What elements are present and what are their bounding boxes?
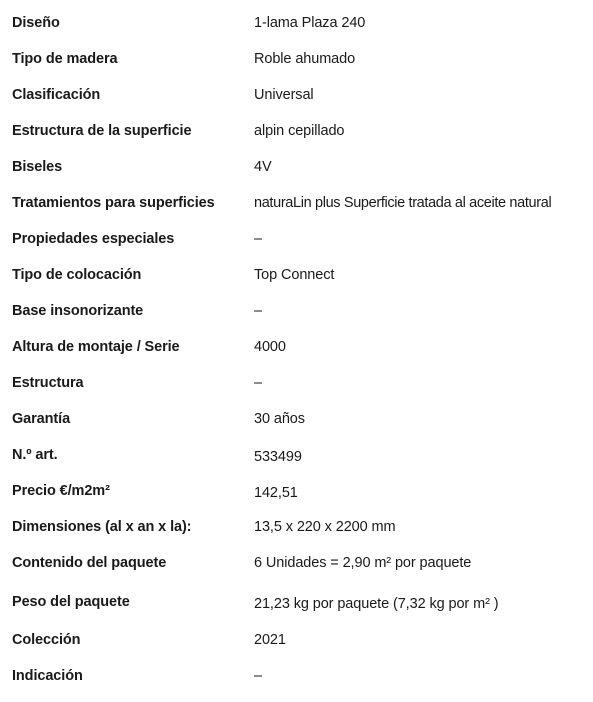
spec-label: Contenido del paquete: [12, 555, 167, 571]
spec-row-underlay: [0, 294, 593, 328]
spec-label: Biseles: [12, 159, 63, 175]
spec-value: 2021: [254, 632, 286, 648]
spec-row-installation-type: [0, 258, 593, 292]
spec-value: 30 años: [254, 411, 305, 427]
spec-row-article-number: [0, 438, 593, 472]
spec-row-classification: [0, 78, 593, 112]
spec-label: Tipo de madera: [12, 51, 118, 67]
spec-row-height-series: [0, 330, 593, 364]
spec-value: 533499: [254, 449, 302, 465]
spec-value: 4V: [254, 159, 272, 175]
spec-value: alpin cepillado: [254, 123, 345, 139]
spec-value: 21,23 kg por paquete (7,32 kg por m² ): [254, 596, 499, 612]
spec-value: –: [254, 231, 262, 247]
spec-row-package-weight: [0, 585, 593, 619]
spec-value: 4000: [254, 339, 286, 355]
spec-value: 6 Unidades = 2,90 m² por paquete: [254, 555, 472, 571]
spec-label: Clasificación: [12, 87, 101, 103]
spec-label: N.º art.: [12, 447, 58, 463]
spec-label: Estructura: [12, 375, 84, 391]
spec-label: Diseño: [12, 15, 60, 31]
spec-row-warranty: [0, 402, 593, 436]
spec-label: Garantía: [12, 411, 71, 427]
spec-row-dimensions: [0, 510, 593, 544]
spec-row-surface-structure: [0, 114, 593, 148]
spec-value: Top Connect: [254, 267, 335, 283]
spec-label: Estructura de la superficie: [12, 123, 192, 139]
spec-label: Dimensiones (al x an x la):: [12, 519, 192, 535]
spec-value: Universal: [254, 87, 314, 103]
spec-label: Base insonorizante: [12, 303, 144, 319]
spec-row-special-properties: [0, 222, 593, 256]
spec-value: naturaLin plus Superficie tratada al aceite natural: [254, 195, 552, 211]
spec-value: 142,51: [254, 485, 298, 501]
spec-label: Tipo de colocación: [12, 267, 142, 283]
spec-label: Propiedades especiales: [12, 231, 175, 247]
spec-value: 1-lama Plaza 240: [254, 15, 366, 31]
spec-row-bevels: [0, 150, 593, 184]
spec-row-indication: [0, 659, 593, 693]
spec-row-design: [0, 6, 593, 40]
spec-value: –: [254, 668, 262, 684]
spec-label: Altura de montaje / Serie: [12, 339, 180, 355]
spec-row-package-content: [0, 546, 593, 580]
spec-value: –: [254, 375, 262, 391]
spec-row-surface-treatment: [0, 186, 593, 220]
spec-label: Tratamientos para superficies: [12, 195, 215, 211]
spec-row-structure: [0, 366, 593, 400]
spec-value: –: [254, 303, 262, 319]
spec-label: Colección: [12, 632, 81, 648]
spec-label: Precio €/m2m²: [12, 483, 110, 499]
spec-value: Roble ahumado: [254, 51, 356, 67]
spec-value: 13,5 x 220 x 2200 mm: [254, 519, 396, 535]
spec-row-collection: [0, 623, 593, 657]
spec-row-price: [0, 474, 593, 508]
spec-label: Indicación: [12, 668, 83, 684]
spec-row-wood-type: [0, 42, 593, 76]
spec-label: Peso del paquete: [12, 594, 130, 610]
